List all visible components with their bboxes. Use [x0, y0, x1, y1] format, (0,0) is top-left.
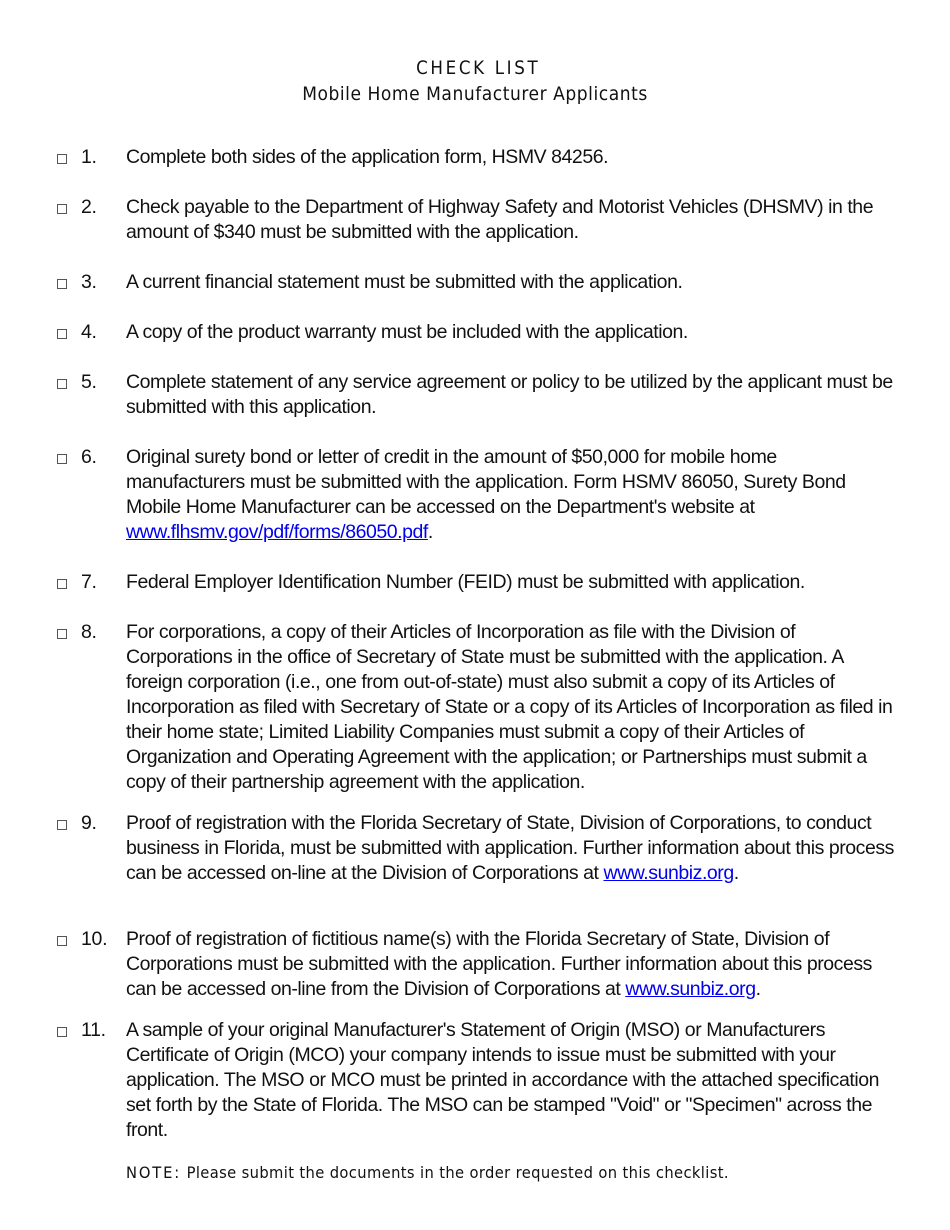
item-text: Federal Employer Identification Number (FEID) must be submitted with application.: [126, 571, 805, 593]
checkbox-8[interactable]: [57, 629, 67, 639]
item-number: 5.: [81, 371, 97, 393]
item-body: Proof of registration of fictitious name(s) with the Florida Secretary of State, Division of Corporations must be submitted with the application. Further information about this process can be accessed on-line from the Division of Corporations at: [126, 928, 872, 1000]
item-punct: .: [427, 521, 433, 543]
item-text: A copy of the product warranty must be included with the application.: [126, 321, 688, 343]
checkbox-3[interactable]: [57, 279, 67, 289]
item-text: [126, 927, 896, 1002]
item-text: Check payable to the Department of Highway Safety and Motorist Vehicles (DHSMV) in the amount of $340 must be submitted with the application.: [126, 196, 874, 243]
page-title: CHECK LIST: [416, 57, 541, 79]
item-number: 11.: [81, 1019, 106, 1041]
checkbox-5[interactable]: [57, 379, 67, 389]
item-number: 8.: [81, 621, 97, 643]
item-punct: .: [733, 862, 739, 884]
item-number: 2.: [81, 196, 97, 218]
item-body: Original surety bond or letter of credit in the amount of $50,000 for mobile home manufacturers must be submitted with the application. Form HSMV 86050, Surety Bond Mobile Home Manufacturer can be accessed on the Department's website at: [126, 446, 846, 518]
checkbox-9[interactable]: [57, 820, 67, 830]
item-text: For corporations, a copy of their Articles of Incorporation as file with the Division of Corporations in the office of Secretary of State must be submitted with the application. A foreign corporation (i.e., one from out-of-state) must also submit a copy of its Articles of Incorporation as filed with Secretary of State or a copy of its Articles of Incorporation as filed in their home state; Limited Liability Companies must submit a copy of their Articles of Organization and Operating Agreement with the application; or Partnerships must submit a copy of their partnership agreement with the application.: [126, 621, 893, 793]
sunbiz-link[interactable]: www.sunbiz.org: [603, 862, 734, 884]
item-number: 6.: [81, 446, 97, 468]
checkbox-2[interactable]: [57, 204, 67, 214]
checkbox-10[interactable]: [57, 936, 67, 946]
forms-link[interactable]: www.flhsmv.gov/pdf/forms/86050.pdf: [126, 521, 428, 543]
checkbox-11[interactable]: [57, 1027, 67, 1037]
item-number: 9.: [81, 812, 97, 834]
page-subtitle: Mobile Home Manufacturer Applicants: [302, 83, 648, 105]
checkbox-6[interactable]: [57, 454, 67, 464]
checkbox-4[interactable]: [57, 329, 67, 339]
item-text: Complete both sides of the application form, HSMV 84256.: [126, 146, 609, 168]
sunbiz-link[interactable]: www.sunbiz.org: [625, 978, 756, 1000]
item-punct: .: [755, 978, 761, 1000]
item-text: [126, 445, 896, 545]
item-number: 4.: [81, 321, 97, 343]
item-number: 7.: [81, 571, 97, 593]
footer-note: [126, 1162, 729, 1184]
item-body: Proof of registration with the Florida Secretary of State, Division of Corporations, to conduct business in Florida, must be submitted with application. Further information about this process can be accessed on-line at the Division of Corporations at: [126, 812, 894, 884]
item-text: [126, 811, 896, 886]
checkbox-7[interactable]: [57, 579, 67, 589]
note-label: NOTE:: [126, 1163, 182, 1182]
item-text: A sample of your original Manufacturer's Statement of Origin (MSO) or Manufacturers Certificate of Origin (MCO) your company intends to issue must be submitted with your application. The MSO or MCO must be printed in accordance with the attached specification set forth by the State of Florida. The MSO can be stamped "Void" or "Specimen" across the front.: [126, 1019, 879, 1141]
checkbox-1[interactable]: [57, 154, 67, 164]
item-number: 10.: [81, 928, 108, 950]
note-text: Please submit the documents in the order requested on this checklist.: [186, 1163, 729, 1182]
item-number: 3.: [81, 271, 97, 293]
item-text: A current financial statement must be submitted with the application.: [126, 271, 683, 293]
item-text: Complete statement of any service agreement or policy to be utilized by the applicant must be submitted with this application.: [126, 371, 893, 418]
item-number: 1.: [81, 146, 97, 168]
